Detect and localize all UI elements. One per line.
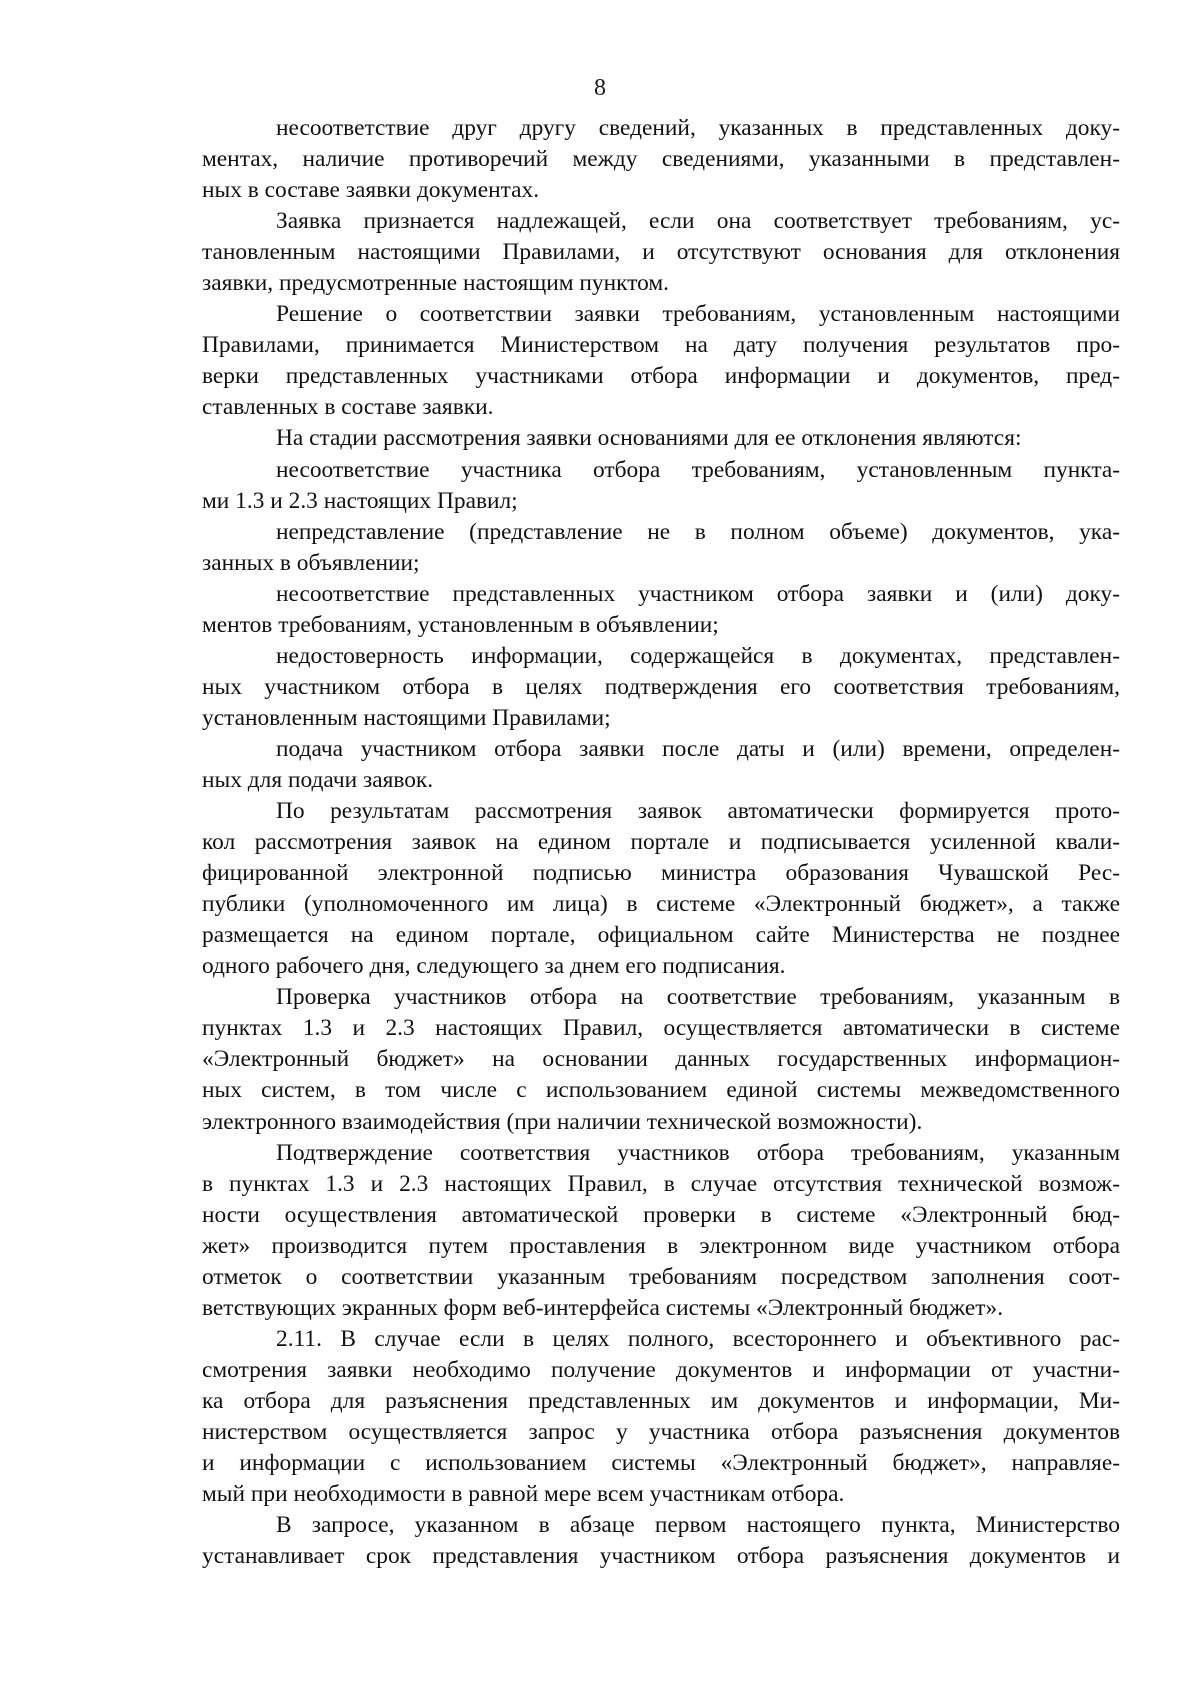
paragraph <box>202 299 1120 423</box>
paragraph <box>202 1510 1120 1572</box>
text-line: ка отбора для разъяснения представленных им документов и информации, Ми- <box>202 1387 1120 1414</box>
text-line: фицированной электронной подписью министра образования Чувашской Рес- <box>202 860 1120 887</box>
text-line: подача участником отбора заявки после даты и (или) времени, определен- <box>276 735 1120 762</box>
text-line: ных систем, в том числе с использованием единой системы межведомственного <box>202 1077 1120 1104</box>
text-line: нистерством осуществляется запрос у участника отбора разъяснения документов <box>202 1418 1120 1445</box>
paragraph <box>202 579 1120 641</box>
text-line: в пунктах 1.3 и 2.3 настоящих Правил, в случае отсутствия технической возмож- <box>202 1170 1120 1197</box>
text-line: жет» производится путем проставления в электронном виде участником отбора <box>202 1232 1120 1259</box>
text-line: ветствующих экранных форм веб-интерфейса системы «Электронный бюджет». <box>202 1294 1004 1321</box>
text-line: размещается на едином портале, официальном сайте Министерства не позднее <box>202 922 1120 949</box>
paragraph <box>202 1324 1120 1510</box>
text-line: ментов требованиям, установленным в объявлении; <box>202 611 719 638</box>
text-line: недостоверность информации, содержащейся в документах, представлен- <box>276 642 1120 669</box>
text-line: устанавливает срок представления участником отбора разъяснения документов и <box>202 1543 1120 1570</box>
text-line: «Электронный бюджет» на основании данных государственных информацион- <box>202 1046 1120 1073</box>
paragraph <box>202 113 1120 206</box>
text-line: заявки, предусмотренные настоящим пунктом. <box>202 270 670 297</box>
paragraph <box>202 1138 1120 1324</box>
text-line: пунктах 1.3 и 2.3 настоящих Правил, осуществляется автоматически в системе <box>202 1015 1120 1042</box>
text-line: Проверка участников отбора на соответствие требованиям, указанным в <box>276 984 1120 1011</box>
text-line: занных в объявлении; <box>202 549 420 576</box>
text-line: отметок о соответствии указанным требованиям посредством заполнения соот- <box>202 1263 1120 1290</box>
text-line: ми 1.3 и 2.3 настоящих Правил; <box>202 487 518 514</box>
text-line: непредставление (представление не в полном объеме) документов, ука- <box>276 518 1120 545</box>
text-line: несоответствие друг другу сведений, указанных в представленных доку- <box>276 115 1120 141</box>
text-line: тановленным настоящими Правилами, и отсутствуют основания для отклонения <box>202 239 1120 266</box>
text-line: ных участником отбора в целях подтверждения его соответствия требованиям, <box>202 673 1120 700</box>
paragraph <box>202 206 1120 299</box>
paragraph <box>202 455 1120 517</box>
text-line: электронного взаимодействия (при наличии технической возможности). <box>202 1108 923 1135</box>
text-line: установленным настоящими Правилами; <box>202 704 611 731</box>
page-number: 8 <box>594 75 606 101</box>
text-line: публики (уполномоченного им лица) в системе «Электронный бюджет», а также <box>202 891 1120 918</box>
text-line: ных в составе заявки документах. <box>202 177 540 204</box>
text-line: несоответствие представленных участником отбора заявки и (или) доку- <box>276 580 1120 607</box>
text-line: мый при необходимости в равной мере всем участникам отбора. <box>202 1481 845 1508</box>
text-line: кол рассмотрения заявок на едином портале и подписывается усиленной квали- <box>202 829 1120 856</box>
text-line: верки представленных участниками отбора информации и документов, пред- <box>202 363 1120 390</box>
text-line: В запросе, указанном в абзаце первом настоящего пункта, Министерство <box>276 1512 1120 1539</box>
text-line: ментах, наличие противоречий между сведениями, указанными в представлен- <box>202 146 1120 173</box>
paragraph <box>202 517 1120 579</box>
document-body <box>202 113 1120 1572</box>
text-line: Заявка признается надлежащей, если она соответствует требованиям, ус- <box>276 208 1120 235</box>
paragraph <box>202 982 1120 1137</box>
text-line: 2.11. В случае если в целях полного, всестороннего и объективного рас- <box>276 1325 1120 1352</box>
text-line: одного рабочего дня, следующего за днем его подписания. <box>202 953 786 980</box>
text-line: Подтверждение соответствия участников отбора требованиям, указанным <box>276 1139 1120 1166</box>
text-line: и информации с использованием системы «Электронный бюджет», направляе- <box>202 1450 1120 1477</box>
paragraph <box>202 734 1120 796</box>
text-line: Решение о соответствии заявки требованиям, установленным настоящими <box>276 301 1120 328</box>
paragraph <box>202 423 1120 454</box>
text-line: Правилами, принимается Министерством на дату получения результатов про- <box>202 332 1120 359</box>
text-line: ставленных в составе заявки. <box>202 394 494 421</box>
text-line: На стадии рассмотрения заявки основаниями для ее отклонения являются: <box>276 425 1022 452</box>
text-line: ных для подачи заявок. <box>202 766 434 793</box>
text-line: По результатам рассмотрения заявок автоматически формируется прото- <box>276 798 1120 825</box>
paragraph <box>202 796 1120 982</box>
paragraph <box>202 641 1120 734</box>
text-line: несоответствие участника отбора требованиям, установленным пункта- <box>276 456 1120 483</box>
text-line: смотрения заявки необходимо получение документов и информации от участни- <box>202 1356 1120 1383</box>
text-line: ности осуществления автоматической проверки в системе «Электронный бюд- <box>202 1201 1120 1228</box>
